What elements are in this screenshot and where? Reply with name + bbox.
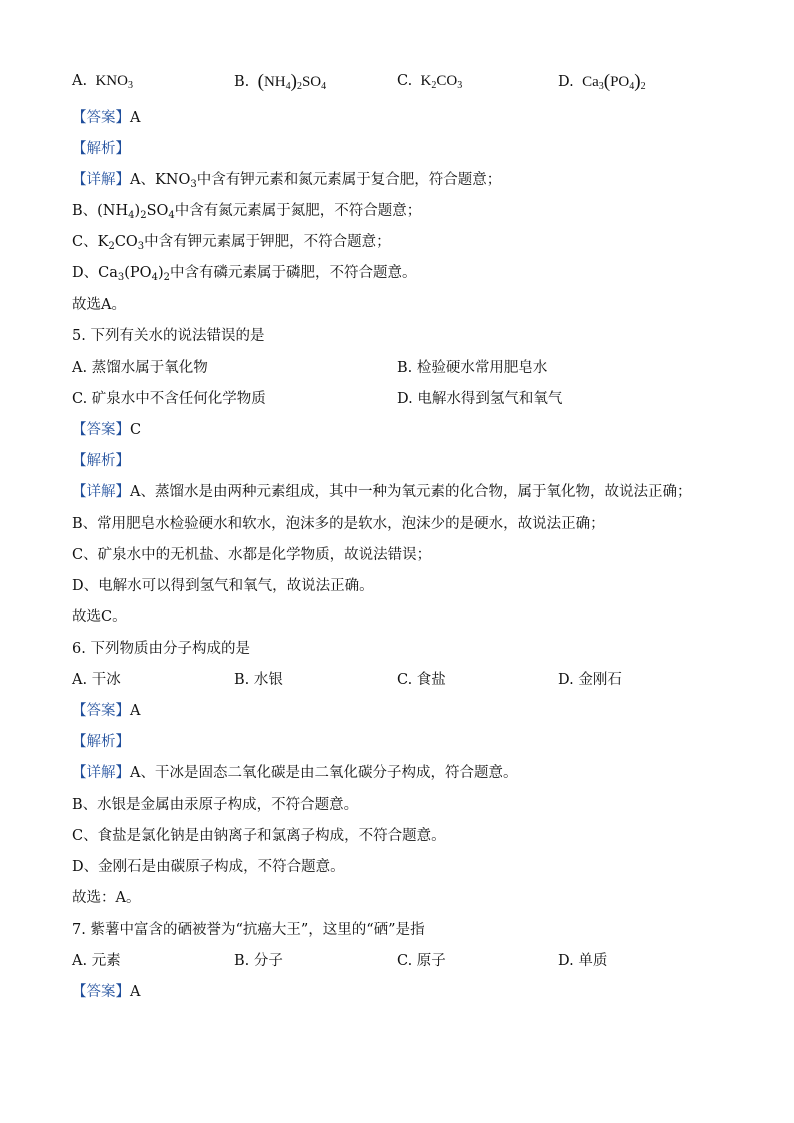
analysis-tag: 【解析】 bbox=[72, 453, 130, 469]
analysis-tag: 【解析】 bbox=[72, 141, 130, 157]
detail-tag: 【详解】 bbox=[72, 765, 130, 781]
q5-option-c: C. 矿泉水中不含任何化学物质 bbox=[72, 391, 266, 407]
q7-option-a: A. 元素 bbox=[72, 953, 121, 969]
formula-nh4-2so4: $(NH_4)_2SO_4$ bbox=[257, 71, 327, 92]
q5-analysis-line bbox=[72, 451, 130, 471]
detail-tag: 【详解】 bbox=[72, 172, 130, 188]
answer-value: C bbox=[130, 422, 142, 438]
option-letter: B. bbox=[234, 74, 250, 90]
q5-option-b: B. 检验硬水常用肥皂水 bbox=[397, 360, 548, 376]
q5-option-d: D. 电解水得到氢气和氧气 bbox=[397, 391, 563, 407]
q6-detail-a bbox=[72, 763, 517, 783]
q5-detail-a bbox=[72, 482, 691, 502]
q7-option-b: B. 分子 bbox=[234, 953, 283, 969]
q5-detail-c: C、矿泉水中的无机盐、水都是化学物质，故说法错误； bbox=[72, 547, 432, 563]
answer-tag: 【答案】 bbox=[72, 703, 130, 719]
q4-conclusion: 故选A。 bbox=[72, 297, 126, 313]
q4-detail-d: D、$Ca_3(PO_4)_2$中含有磷元素属于磷肥，不符合题意。 bbox=[72, 265, 417, 283]
q5-option-a: A. 蒸馏水属于氧化物 bbox=[72, 360, 208, 376]
q6-option-c: C. 食盐 bbox=[397, 672, 446, 688]
q4-option-a bbox=[72, 71, 133, 91]
q6-detail-c: C、食盐是氯化钠是由钠离子和氯离子构成，不符合题意。 bbox=[72, 828, 446, 844]
q6-detail-d: D、金刚石是由碳原子构成，不符合题意。 bbox=[72, 859, 345, 875]
q5-answer-line bbox=[72, 420, 141, 440]
answer-tag: 【答案】 bbox=[72, 984, 130, 1000]
option-letter: D. bbox=[558, 74, 574, 90]
q7-option-c: C. 原子 bbox=[397, 953, 446, 969]
answer-tag: 【答案】 bbox=[72, 110, 130, 126]
q5-detail-b: B、常用肥皂水检验硬水和软水，泡沫多的是软水，泡沫少的是硬水，故说法正确； bbox=[72, 516, 605, 532]
formula-ca3po42: $Ca_3(PO_4)_2$ bbox=[578, 71, 646, 92]
q7-stem: 7. 紫薯中富含的硒被誉为“抗癌大王”，这里的“硒”是指 bbox=[72, 922, 425, 938]
q7-option-d: D. 单质 bbox=[558, 953, 608, 969]
q5-stem: 5. 下列有关水的说法错误的是 bbox=[72, 328, 265, 344]
answer-value: A bbox=[130, 110, 141, 126]
answer-tag: 【答案】 bbox=[72, 422, 130, 438]
q5-detail-d: D、电解水可以得到氢气和氧气，故说法正确。 bbox=[72, 578, 374, 594]
answer-value: A bbox=[130, 703, 141, 719]
q6-option-d: D. 金刚石 bbox=[558, 672, 622, 688]
q6-conclusion: 故选：A。 bbox=[72, 890, 141, 906]
formula-k2co3: $K_2CO_3$ bbox=[416, 73, 463, 91]
answer-value: A bbox=[130, 984, 141, 1000]
q6-option-b: B. 水银 bbox=[234, 672, 283, 688]
q7-answer-line bbox=[72, 982, 140, 1002]
q6-stem: 6. 下列物质由分子构成的是 bbox=[72, 641, 250, 657]
q4-option-b bbox=[234, 71, 326, 92]
q5-conclusion: 故选C。 bbox=[72, 609, 127, 625]
option-letter: A. bbox=[72, 73, 88, 89]
q6-analysis-line bbox=[72, 732, 130, 752]
formula-kno3: $KNO_3$ bbox=[91, 73, 133, 91]
detail-text: A、干冰是固态二氧化碳是由二氧化碳分子构成，符合题意。 bbox=[130, 765, 518, 781]
option-letter: C. bbox=[397, 73, 413, 89]
q4-option-c bbox=[397, 71, 462, 91]
detail-tag: 【详解】 bbox=[72, 484, 130, 500]
q6-answer-line bbox=[72, 701, 140, 721]
detail-text: A、蒸馏水是由两种元素组成，其中一种为氧元素的化合物，属于氧化物，故说法正确； bbox=[130, 484, 692, 500]
q6-detail-b: B、水银是金属由汞原子构成，不符合题意。 bbox=[72, 797, 359, 813]
q4-analysis-line bbox=[72, 139, 130, 159]
q6-option-a: A. 干冰 bbox=[72, 672, 121, 688]
q4-answer-line bbox=[72, 108, 140, 128]
q4-detail-c: C、$K_2CO_3$中含有钾元素属于钾肥，不符合题意； bbox=[72, 234, 391, 252]
detail-text: A、$KNO_3$中含有钾元素和氮元素属于复合肥，符合题意； bbox=[130, 172, 502, 190]
q4-detail-b: B、$(NH_4)_2SO_4$中含有氮元素属于氮肥，不符合题意； bbox=[72, 203, 422, 221]
analysis-tag: 【解析】 bbox=[72, 734, 130, 750]
q4-option-d bbox=[558, 71, 646, 92]
q4-detail-a bbox=[72, 170, 501, 190]
